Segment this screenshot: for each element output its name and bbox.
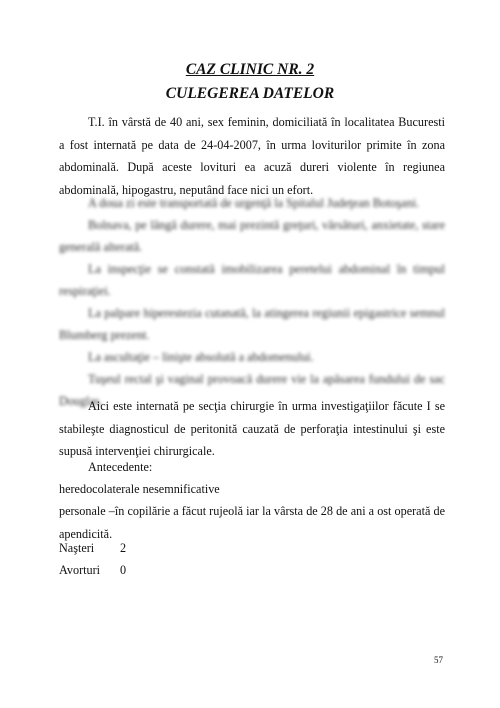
abortions-label: Avorturi — [59, 563, 101, 577]
personal-history: personale –în copilărie a făcut rujeolă iar la vârsta de 28 de ani a ost operată de apendicită. — [59, 504, 445, 541]
blurred-paragraph-1: A doua zi este transportată de urgenţă la Spitalul Judeţean Botoşani. — [88, 196, 420, 210]
blurred-paragraph-3: La inspecţie se constată imobilizarea peretelui abdominal în timpul respiraţiei. — [59, 262, 445, 298]
births-row — [59, 541, 127, 556]
antecedents-label: Antecedente: — [88, 460, 153, 474]
blurred-paragraph-2: Bolnava, pe lângă durere, mai prezintă greţuri, vărsături, anxietate, stare generală alterată. — [59, 218, 445, 254]
page-number: 57 — [434, 655, 443, 665]
blurred-paragraph-4: La palpare hiperestezia cutanată, la atingerea regiunii epigastrice semnul Blumberg prezent. — [59, 306, 445, 342]
births-label: Naşteri — [59, 541, 95, 555]
section-title: CULEGEREA DATELOR — [165, 85, 335, 102]
blurred-paragraph-6: Tuşeul rectal şi vaginal provoacă durere vie la apăsarea fundului de sac Douglas. — [59, 372, 445, 408]
case-title: CAZ CLINIC NR. 2 — [185, 61, 315, 78]
intro-paragraph: T.I. în vârstă de 40 ani, sex feminin, domiciliată în localitatea Bucuresti a fost internată pe data de 24-04-2007, în urma loviturilor primite în zona abdominală. După aceste lovituri ea acuză dureri violente în regiunea abdominală, hipogastru, neputând face nici un efort. — [59, 115, 445, 197]
heredo-line: heredocolaterale nesemnificative — [59, 482, 220, 496]
blurred-paragraph-5: La ascultaţie – linişte absolută a abdomenului. — [88, 350, 314, 364]
diagnosis-paragraph: Aici este internată pe secţia chirurgie în urma investigaţiilor făcute I se stabileşte diagnosticul de peritonită cauzată de perforaţia intestinului şi este supusă intervenţiei chirurgicale. — [59, 399, 445, 458]
abortions-value: 0 — [120, 563, 127, 577]
abortions-row — [59, 563, 127, 578]
births-value: 2 — [120, 541, 127, 555]
